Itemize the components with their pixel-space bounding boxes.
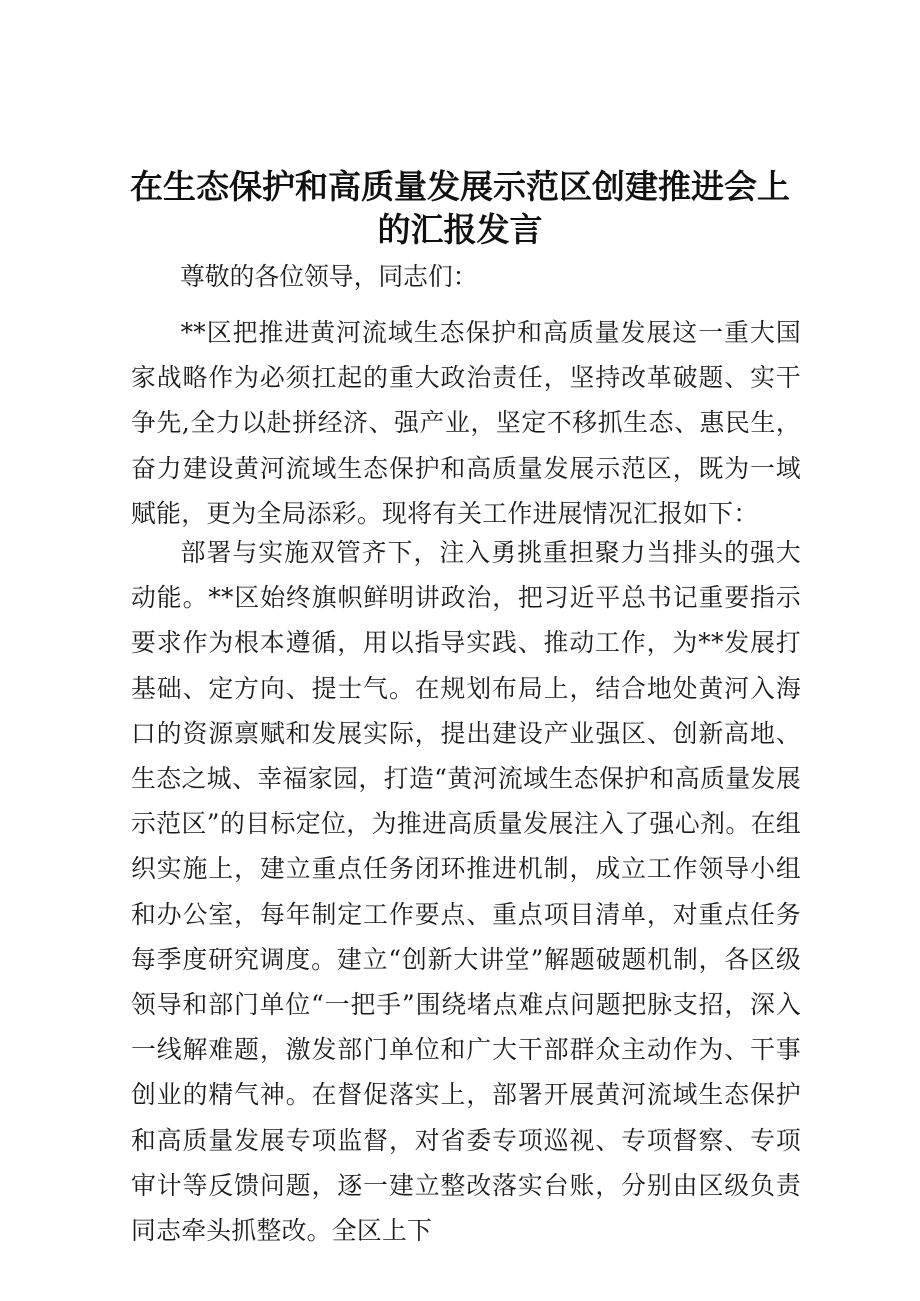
paragraph-deployment: 部署与实施双管齐下，注入勇挑重担聚力当排头的强大动能。**区始终旗帜鲜明讲政治，把习近平总书记重要指示要求作为根本遵循，用以指导实践、推动工作，为**发展打基础、定方向、提士气。在规划布局上，结合地处黄河入海口的资源禀赋和发展实际，提出建设产业强区、创新高地、生态之城、幸福家园，打造“黄河流域生态保护和高质量发展示范区”的目标定位，为推进高质量发展注入了强心剂。在组织实施上，建立重点任务闭环推进机制，成立工作领导小组和办公室，每年制定工作要点、重点项目清单，对重点任务每季度研究调度。建立“创新大讲堂”解题破题机制，各区级领导和部门单位“一把手”围绕堵点难点问题把脉支招，深入一线解难题，激发部门单位和广大干部群众主动作为、干事创业的精气神。在督促落实上，部署开展黄河流域生态保护和高质量发展专项监督，对省委专项巡视、专项督察、专项审计等反馈问题，逐一建立整改落实台账，分别由区级负责同志牵头抓整改。全区上下 (131, 538, 801, 1246)
paragraph-intro: **区把推进黄河流域生态保护和高质量发展这一重大国家战略作为必须扛起的重大政治责任，坚持改革破题、实干争先,全力以赴拼经济、强产业，坚定不移抓生态、惠民生，奋力建设黄河流域生态保护和高质量发展示范区，既为一域赋能，更为全局添彩。现将有关工作进展情况汇报如下： (131, 318, 801, 528)
document-title-line-2: 的汇报发言 (377, 210, 543, 249)
salutation: 尊敬的各位领导，同志们： (180, 262, 478, 291)
document-title-line-1: 在生态保护和高质量发展示范区创建推进会上 (130, 167, 790, 206)
